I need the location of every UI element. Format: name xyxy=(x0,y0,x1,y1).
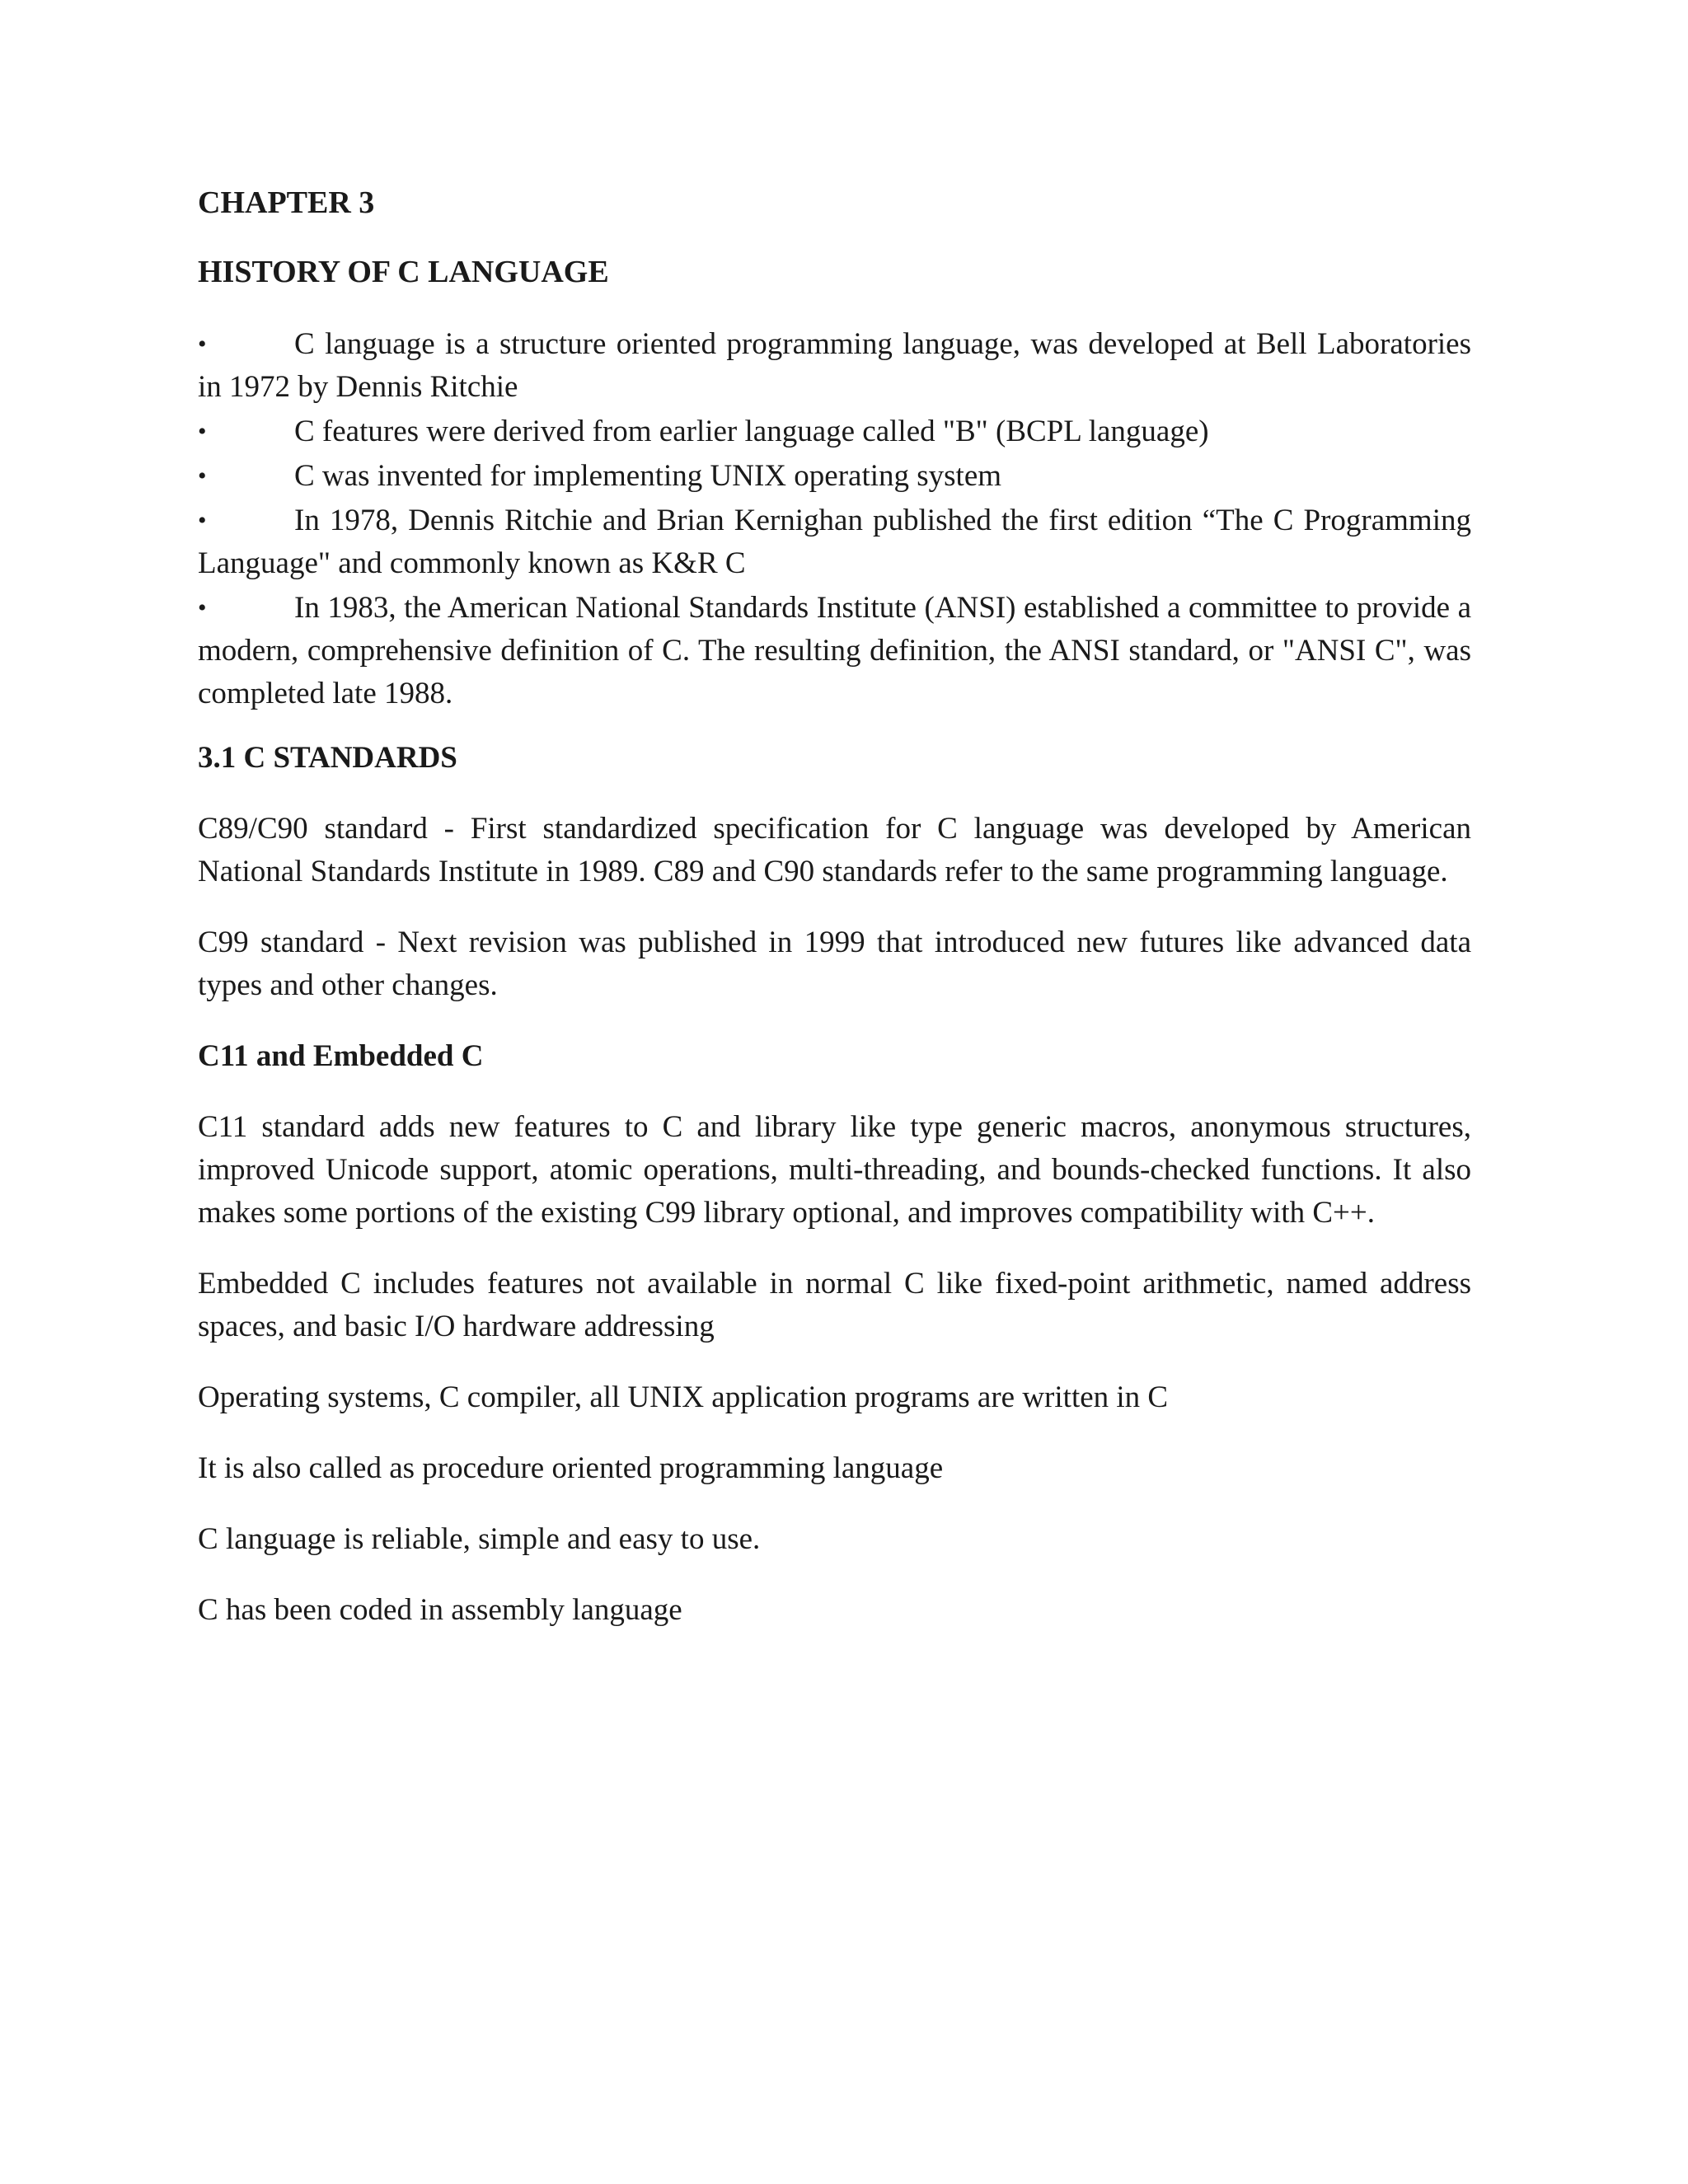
page-title: HISTORY OF C LANGUAGE xyxy=(198,255,609,289)
paragraph-procedure-oriented: It is also called as procedure oriented programming language xyxy=(198,1451,944,1485)
paragraph-c89-c90: C89/C90 standard - First standardized specification for C language was developed by American National Standards Institute in 1989. C89 and C90 standards refer to the same programming language. xyxy=(198,812,1471,888)
bullet-icon: • xyxy=(198,418,207,445)
list-item-text: C was invented for implementing UNIX operating system xyxy=(294,459,1002,493)
paragraph-embedded-c: Embedded C includes features not available in normal C like fixed-point arithmetic, named address spaces, and basic I/O hardware addressing xyxy=(198,1267,1471,1343)
chapter-label: CHAPTER 3 xyxy=(198,185,375,220)
paragraph-c11: C11 standard adds new features to C and library like type generic macros, anonymous structures, improved Unicode support, atomic operations, multi-threading, and bounds-checked functions. It also makes some portions of the existing C99 library optional, and improves compatibility with C++. xyxy=(198,1110,1471,1230)
history-bullet-list xyxy=(198,323,1471,715)
paragraph-reliable: C language is reliable, simple and easy to use. xyxy=(198,1522,761,1556)
list-item-text: In 1978, Dennis Ritchie and Brian Kernighan published the first edition “The C Programming Language" and commonly known as K&R C xyxy=(198,504,1471,580)
paragraph-unix-programs: Operating systems, C compiler, all UNIX application programs are written in C xyxy=(198,1380,1169,1414)
bullet-icon: • xyxy=(198,462,207,490)
paragraph-assembly: C has been coded in assembly language xyxy=(198,1593,682,1627)
list-item xyxy=(198,323,1471,409)
paragraph-c99: C99 standard - Next revision was published in 1999 that introduced new futures like advanced data types and other changes. xyxy=(198,926,1471,1002)
list-item xyxy=(198,499,1471,585)
list-item-text: C language is a structure oriented programming language, was developed at Bell Laboratories in 1972 by Dennis Ritchie xyxy=(198,327,1471,404)
bullet-icon: • xyxy=(198,507,207,534)
list-item-text: C features were derived from earlier language called "B" (BCPL language) xyxy=(294,415,1209,448)
bullet-icon: • xyxy=(198,594,207,621)
document-page xyxy=(198,181,1471,1660)
list-item xyxy=(198,455,1471,498)
section-heading-c-standards: 3.1 C STANDARDS xyxy=(198,741,457,775)
section-heading-c11-embedded: C11 and Embedded C xyxy=(198,1039,484,1073)
list-item-text: In 1983, the American National Standards Institute (ANSI) established a committee to provide a modern, comprehensive definition of C. The resulting definition, the ANSI standard, or "ANSI C", was completed late 1988. xyxy=(198,591,1471,710)
bullet-icon: • xyxy=(198,330,207,358)
list-item xyxy=(198,410,1471,453)
list-item xyxy=(198,587,1471,715)
